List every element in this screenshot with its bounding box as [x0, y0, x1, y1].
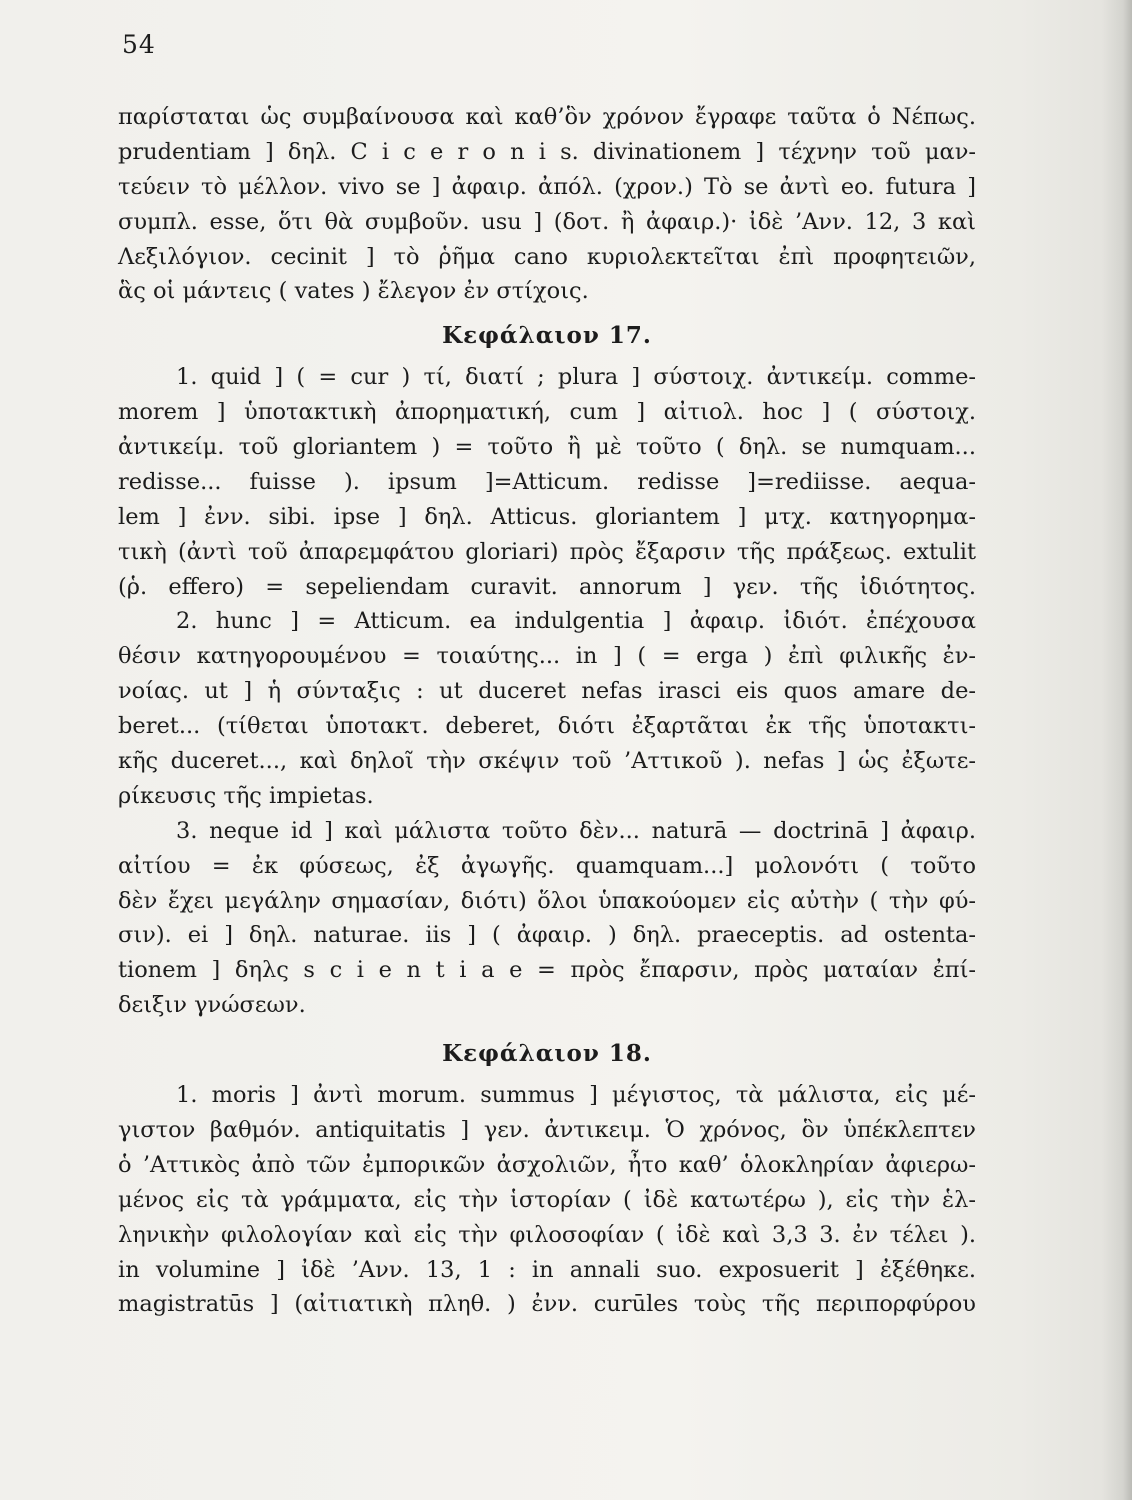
text-line: redisse... fuisse ). ipsum ]=Atticum. redisse ]=rediisse. aequa-	[118, 468, 976, 495]
text-line: δειξιν γνώσεων.	[118, 992, 306, 1019]
text-line: tionem ] δηλς s c i e n t i a e = πρὸς ἔπαρσιν, πρὸς ματαίαν ἐπί-	[118, 957, 976, 984]
text-line: lem ] ἐνν. sibi. ipse ] δηλ. Atticus. gloriantem ] μτχ. κατηγορημα-	[118, 503, 976, 530]
text-line: αἰτίου = ἐκ φύσεως, ἐξ ἀγωγῆς. quamquam...] μολονότι ( τοῦτο	[118, 852, 976, 879]
text-line: ρίκευσις τῆς impietas.	[118, 782, 374, 809]
text-line: 1. moris ] ἀντὶ morum. summus ] μέγιστος, τὰ μάλιστα, εἰς μέ-	[176, 1082, 976, 1109]
text-line: 1. quid ] ( = cur ) τί, διατί ; plura ] σύστοιχ. ἀντικείμ. comme-	[176, 364, 976, 391]
text-line: νοίας. ut ] ἡ σύνταξις : ut duceret nefas irasci eis quos amare de-	[118, 678, 976, 705]
text-line: συμπλ. esse, ὅτι θὰ συμβοῦν. usu ] (δοτ. ἢ ἀφαιρ.)· ἰδὲ ’Ανν. 12, 3 καὶ	[118, 208, 976, 235]
text-line: Λεξιλόγιον. cecinit ] τὸ ῥῆμα cano κυριολεκτεῖται ἐπὶ προφητειῶν,	[118, 243, 976, 270]
text-line: τεύειν τὸ μέλλον. vivo se ] ἀφαιρ. ἀπόλ. (χρον.) Τὸ se ἀντὶ eo. futura ]	[118, 173, 976, 200]
text-line: θέσιν κατηγορουμένου = τοιαύτης... in ] ( = erga ) ἐπὶ φιλικῆς ἐν-	[118, 643, 976, 670]
text-line: (ῥ. effero) = sepeliendam curavit. annorum ] γεν. τῆς ἰδιότητος.	[118, 573, 976, 600]
text-line: γιστον βαθμόν. antiquitatis ] γεν. ἀντικειμ. Ὁ χρόνος, ὃν ὑπέκλεπτεν	[118, 1116, 976, 1143]
text-line: beret... (τίθεται ὑποτακτ. deberet, διότι ἐξαρτᾶται ἐκ τῆς ὑποτακτι-	[118, 713, 976, 740]
text-line: μένος εἰς τὰ γράμματα, εἰς τὴν ἱστορίαν ( ἰδὲ κατωτέρω ), εἰς τὴν ἑλ-	[118, 1186, 976, 1213]
text-line: ληνικὴν φιλολογίαν καὶ εἰς τὴν φιλοσοφίαν ( ἰδὲ καὶ 3,3 3. ἐν τέλει ).	[118, 1221, 976, 1248]
text-line: prudentiam ] δηλ. C i c e r o n i s. divinationem ] τέχνην τοῦ μαν-	[118, 138, 976, 165]
text-line: 3. neque id ] καὶ μάλιστα τοῦτο δὲν... naturā — doctrinā ] ἀφαιρ.	[176, 817, 976, 844]
page-number: 54	[122, 30, 156, 59]
text-line: τικὴ (ἀντὶ τοῦ ἀπαρεμφάτου gloriari) πρὸς ἔξαρσιν τῆς πράξεως. extulit	[118, 538, 976, 565]
text-line: δὲν ἔχει μεγάλην σημασίαν, διότι) ὅλοι ὑπακούομεν εἰς αὐτὴν ( τὴν φύ-	[118, 887, 976, 914]
text-line: magistratūs ] (αἰτιατικὴ πληθ. ) ἐνν. curūles τοὺς τῆς περιπορφύρου	[118, 1291, 976, 1318]
chapter-heading-18: Κεφάλαιον 18.	[442, 1040, 652, 1068]
text-line: κῆς duceret..., καὶ δηλοῖ τὴν σκέψιν τοῦ ’Αττικοῦ ). nefas ] ὡς ἐξωτε-	[118, 748, 976, 775]
chapter-heading-17: Κεφάλαιον 17.	[442, 322, 652, 350]
text-line: morem ] ὑποτακτικὴ ἀπορηματική, cum ] αἰτιολ. hoc ] ( σύστοιχ.	[118, 399, 976, 426]
text-line: παρίσταται ὡς συμβαίνουσα καὶ καθ’ὃν χρόνον ἔγραφε ταῦτα ὁ Νέπως.	[118, 104, 976, 130]
text-line: ὁ ’Αττικὸς ἀπὸ τῶν ἐμπορικῶν ἀσχολιῶν, ἦτο καθ’ ὁλοκληρίαν ἀφιερω-	[118, 1151, 976, 1178]
text-line: σιν). ei ] δηλ. naturae. iis ] ( ἀφαιρ. ) δηλ. praeceptis. ad ostenta-	[118, 922, 976, 949]
page-text	[118, 100, 976, 1322]
text-line: 2. hunc ] = Atticum. ea indulgentia ] ἀφαιρ. ἰδιότ. ἐπέχουσα	[176, 608, 976, 635]
text-line: ἀντικείμ. τοῦ gloriantem ) = τοῦτο ἢ μὲ τοῦτο ( δηλ. se numquam...	[118, 434, 976, 461]
text-line: in volumine ] ἰδὲ ’Ανν. 13, 1 : in annali suo. exposuerit ] ἐξέθηκε.	[118, 1256, 976, 1283]
text-line: ἃς οἱ μάντεις ( vates ) ἔλεγον ἐν στίχοις.	[118, 278, 589, 305]
page-edge-shadow	[1102, 0, 1132, 1500]
